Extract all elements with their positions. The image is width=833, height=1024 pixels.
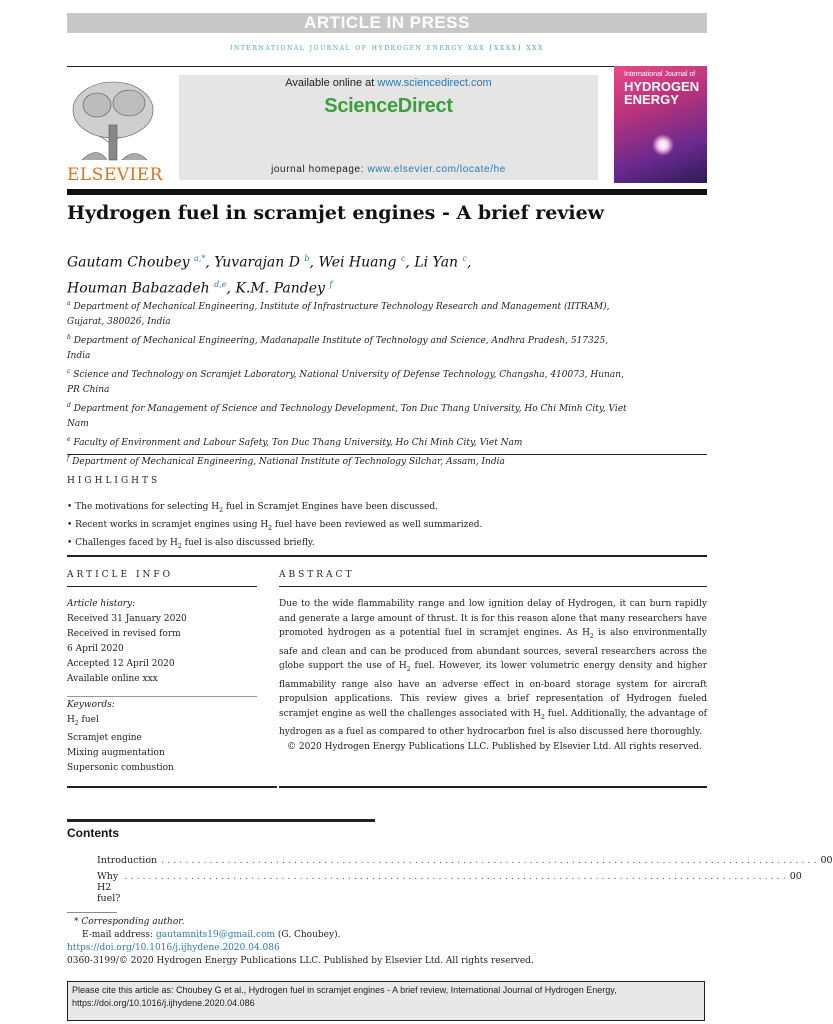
author-name[interactable]: Gautam Choubey (67, 254, 190, 271)
history-line: Accepted 12 April 2020 (67, 659, 175, 669)
abstract-rule (279, 586, 707, 587)
journal-cover-image[interactable] (614, 66, 707, 183)
email-line: E-mail address: gautamnits19@gmail.com (G. Choubey). (82, 930, 341, 940)
highlight-item: • Challenges faced by $H_2$ fuel is also discussed briefly. (67, 537, 315, 550)
abstract-heading: ABSTRACT (279, 570, 355, 580)
history-line: Received 31 January 2020 (67, 614, 187, 624)
history-label: Article history: (67, 599, 136, 609)
toc-label[interactable]: Why H2 fuel? (97, 871, 121, 904)
highlights-rule (67, 555, 707, 557)
keyword: Supersonic combustion (67, 762, 174, 773)
header-rule (67, 66, 707, 67)
history-line: Received in revised form (67, 629, 181, 639)
cover-flare-graphic (652, 134, 674, 156)
issn-line: 0360-3199/© 2020 Hydrogen Energy Publications LLC. Published by Elsevier Ltd. All rights reserved. (67, 956, 534, 966)
contents-heading: Contents (67, 826, 119, 840)
abstract-copyright: © 2020 Hydrogen Energy Publications LLC. Published by Elsevier Ltd. All rights reserved. (287, 741, 702, 752)
journal-homepage-link[interactable]: www.elsevier.com/locate/he (367, 164, 506, 175)
affiliation-item: $^e$ Faculty of Environment and Labour Safety, Ton Duc Thang University, Ho Chi Minh City, Viet Nam (67, 436, 523, 448)
toc-leader: . . . . . . . . . . . . . . . . . . . . . . . . . . . . . . . . . . . . . . . . . . . . . . . . . . . . . . . . . . . . . . . . . . . . . . . . . . . . . . . . . . . . . . . . . . . . . . . . . . . . . . . . . . . . . (161, 855, 817, 866)
affiliations (67, 296, 627, 470)
history-line: Available online xxx (67, 674, 158, 684)
footnote-rule (67, 912, 117, 913)
toc-page: 00 (789, 871, 802, 882)
affiliations-rule (67, 454, 707, 455)
article-info-rule (67, 586, 257, 587)
author-affil-sup[interactable]: a,* (194, 254, 206, 263)
abstract-text: Due to the wide flammability range and low ignition delay of Hydrogen, it can burn rapidly and generate a large amount of thrust. It is for this reason alone that many researchers have promoted hydrogen as a potential fuel in scramjet engines. As $H_2$ is also environmentally safe and clean and can be produced from abundant sources, several researchers across the globe support the use of $H_2$ fuel. However, its lower volumetric energy density and higher flammability range also have an adverse effect in on-board storage system for aircraft propulsion applications. This review gives a brief representation of Hydrogen fueled scramjet engine as well the challenges associated with $H_2$ fuel. Additionally, the advantage of hydrogen as a fuel as compared to other hydrocarbon fuel is also discussed here thoroughly. © 2020 Hydrogen Energy Publications LLC. Published by Elsevier Ltd. All rights reserved. (279, 597, 707, 754)
author-affil-sup[interactable]: c (400, 254, 406, 263)
article-info-heading: ARTICLE INFO (67, 570, 174, 580)
highlights-heading: HIGHLIGHTS (67, 476, 161, 486)
sciencedirect-link[interactable]: www.sciencedirect.com (377, 77, 492, 89)
keyword: Scramjet engine (67, 732, 142, 743)
history-line: 6 April 2020 (67, 644, 124, 654)
article-in-press-banner: ARTICLE IN PRESS (67, 13, 707, 33)
available-online (179, 77, 598, 89)
abstract-bottom-rule (279, 786, 707, 788)
keywords-label: Keywords: (67, 700, 115, 710)
info-bottom-rule (67, 786, 277, 788)
homepage-prefix: journal homepage: (271, 164, 368, 175)
sciencedirect-logo: ScienceDirect (324, 95, 453, 117)
available-prefix: Available online at (285, 77, 378, 89)
author-affil-sup[interactable]: f (329, 279, 333, 289)
contents-rule (67, 819, 375, 822)
author-name[interactable]: K.M. Pandey (235, 280, 325, 297)
journal-name-line: international journal of hydrogen energy xxx (xxxx) xxx (230, 43, 544, 52)
affiliation-item: $^d$ Department for Management of Science and Technology Development, Ton Duc Thang University, Ho Chi Minh City, Viet Nam (67, 402, 627, 429)
cover-line1: International Journal of (624, 71, 696, 78)
elsevier-wordmark: ELSEVIER (67, 165, 163, 185)
corresponding-author-note: * Corresponding author. (74, 917, 185, 927)
info-divider (67, 696, 257, 697)
author-name[interactable]: Houman Babazadeh (67, 280, 210, 297)
author-affil-sup[interactable]: c (462, 254, 467, 263)
author-list: Gautam Choubey $^{a,*}$, Yuvarajan D $^b$, Wei Huang $^c$, Li Yan $^c$, Houman Babazadeh $^{d,e}$, K.M. Pandey $^f$ (67, 254, 472, 297)
toc-entry[interactable] (97, 871, 802, 904)
affiliation-item: $^c$ Science and Technology on Scramjet Laboratory, National University of Defense Technology, Changsha, 410073, Hunan, PR China (67, 368, 624, 395)
toc-label[interactable]: Introduction (97, 855, 158, 866)
title-thick-rule (67, 189, 707, 195)
highlight-item: • The motivations for selecting $H_2$ fuel in Scramjet Engines have been discussed. (67, 502, 438, 514)
author-name[interactable]: Wei Huang (318, 254, 397, 271)
author-name[interactable]: Li Yan (414, 254, 459, 271)
toc-page: 00 (820, 855, 833, 866)
doi-line (67, 943, 280, 953)
doi-link[interactable]: https://doi.org/10.1016/j.ijhydene.2020.04.086 (67, 943, 280, 953)
journal-homepage (179, 164, 598, 175)
keyword: $H_2$ fuel (67, 715, 99, 727)
author-affil-sup[interactable]: d,e (214, 279, 227, 289)
affiliation-item: $^b$ Department of Mechanical Engineering, Madanapalle Institute of Technology and Science, Andhra Pradesh, 517325, India (67, 334, 609, 361)
toc-leader: . . . . . . . . . . . . . . . . . . . . . . . . . . . . . . . . . . . . . . . . . . . . . . . . . . . . . . . . . . . . . . . . . . . . . . . . . . . . . . . . . . . . . . . . . . . . . . . . . . . . . . . . . . . . . . (124, 871, 786, 882)
email-link[interactable]: gautamnits19@gmail.com (155, 930, 276, 940)
highlight-item: • Recent works in scramjet engines using $H_2$ fuel have been reviewed as well summarized. (67, 519, 483, 532)
affiliation-item: $^a$ Department of Mechanical Engineering, Institute of Infrastructure Technology Research and Management (IITRAM), Gujarat, 380026, India (67, 300, 610, 327)
author-name[interactable]: Yuvarajan D (214, 254, 300, 271)
affiliation-item: $^f$ Department of Mechanical Engineering, National Institute of Technology Silchar, Assam, India (67, 455, 505, 467)
toc-entry[interactable] (97, 855, 833, 866)
article-title: Hydrogen fuel in scramjet engines - A brief review (67, 202, 605, 224)
article-info (67, 597, 257, 776)
cover-title: HYDROGEN ENERGY (624, 79, 700, 107)
author-affil-sup[interactable]: b (304, 254, 310, 263)
highlights-list (67, 500, 707, 553)
cite-this-article-box: Please cite this article as: Choubey G et al., Hydrogen fuel in scramjet engines - A brief review, International Journal of Hydrogen Energy, https://doi.org/10.1016/j.ijhydene.2020.04.086 (67, 981, 705, 1021)
keyword: Mixing augmentation (67, 747, 165, 758)
